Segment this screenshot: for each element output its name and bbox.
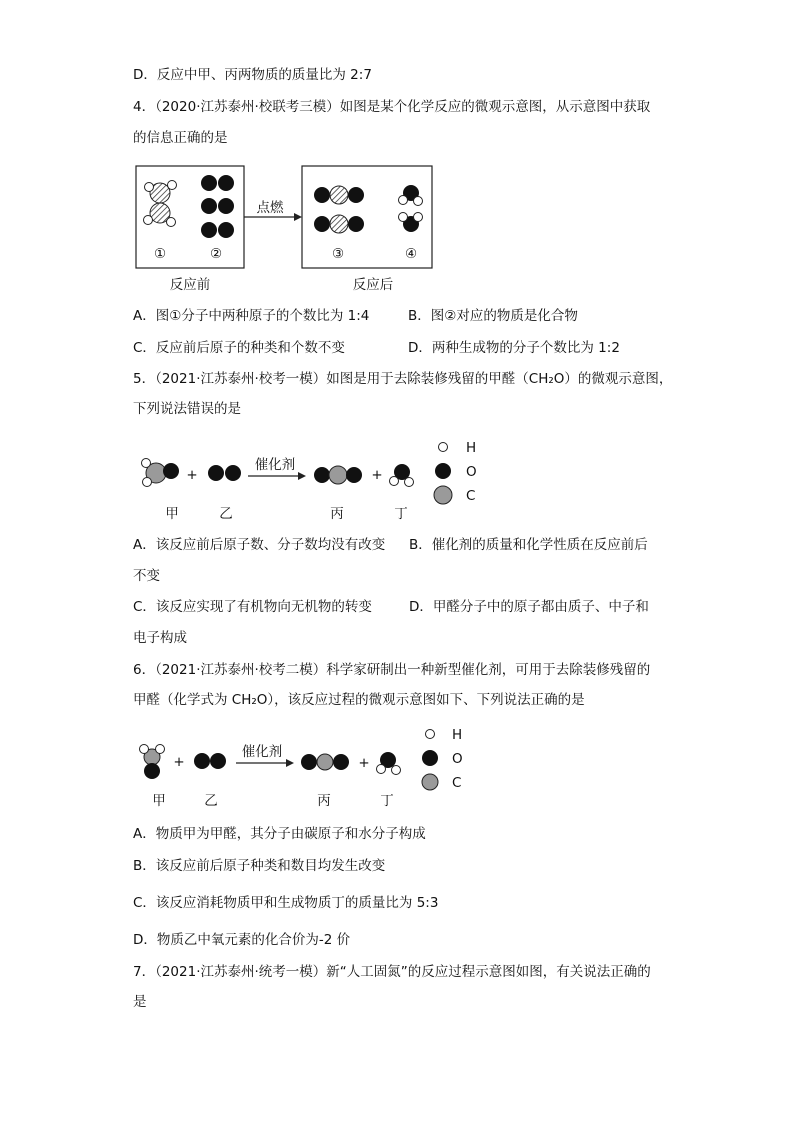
q4-option-c: C．反应前后原子的种类和个数不变 xyxy=(133,340,345,356)
molecule-h2o xyxy=(399,185,423,232)
reaction-condition: 点燃 xyxy=(256,200,284,216)
q5-stem-line1: 5．（2021·江苏泰州·校考一模）如图是用于去除装修残留的甲醛（CH₂O）的微观示意图， xyxy=(133,371,673,387)
label-m2: ② xyxy=(209,246,223,262)
label-m4: ④ xyxy=(404,246,418,262)
q6-molecule-bing xyxy=(301,754,349,770)
q4-stem-line2: 的信息正确的是 xyxy=(133,130,228,146)
svg-text:+: + xyxy=(371,467,383,483)
q5-option-b-cont: 不变 xyxy=(133,568,160,584)
svg-text:乙: 乙 xyxy=(204,793,218,809)
q5-molecule-yi xyxy=(208,465,241,481)
q5-option-d: D．甲醛分子中的原子都由质子、中子和 xyxy=(409,599,649,615)
svg-text:甲: 甲 xyxy=(152,793,166,809)
q4-option-b: B．图②对应的物质是化合物 xyxy=(408,308,578,324)
q6-molecule-jia xyxy=(140,745,165,780)
svg-text:+: + xyxy=(173,754,185,770)
q6-reaction-condition: 催化剂 xyxy=(241,744,283,760)
svg-text:甲: 甲 xyxy=(165,506,179,522)
svg-text:+: + xyxy=(186,467,198,483)
q6-option-a: A．物质甲为甲醛，其分子由碳原子和水分子构成 xyxy=(133,826,426,842)
svg-text:H: H xyxy=(466,440,477,456)
q5-option-b: B．催化剂的质量和化学性质在反应前后 xyxy=(409,537,648,553)
q7-stem-line2: 是 xyxy=(133,994,147,1010)
q5-molecule-jia xyxy=(142,459,180,487)
q5-legend xyxy=(434,440,477,504)
q6-molecule-ding xyxy=(377,752,401,775)
molecule-o2 xyxy=(201,175,234,238)
q6-option-c: C．该反应消耗物质甲和生成物质丁的质量比为 5:3 xyxy=(133,895,439,911)
q5-option-a: A．该反应前后原子数、分子数均没有改变 xyxy=(133,537,386,553)
q4-option-a: A．图①分子中两种原子的个数比为 1:4 xyxy=(133,308,370,324)
svg-text:O: O xyxy=(466,464,477,480)
label-after: 反应后 xyxy=(352,277,394,293)
svg-text:丙: 丙 xyxy=(317,793,331,809)
q6-option-b: B．该反应前后原子种类和数目均发生改变 xyxy=(133,858,386,874)
q6-option-d: D．物质乙中氧元素的化合价为-2 价 xyxy=(133,932,351,948)
after-box xyxy=(302,166,432,268)
q5-option-c: C．该反应实现了有机物向无机物的转变 xyxy=(133,599,372,615)
svg-text:+: + xyxy=(358,755,370,771)
q4-stem-line1: 4．（2020·江苏泰州·校联考三模）如图是某个化学反应的微观示意图，从示意图中获取 xyxy=(133,99,651,115)
svg-text:丁: 丁 xyxy=(380,793,394,809)
before-box xyxy=(136,166,244,268)
svg-text:乙: 乙 xyxy=(219,506,233,522)
svg-text:C: C xyxy=(466,488,476,504)
q4-option-d: D．两种生成物的分子个数比为 1:2 xyxy=(408,340,620,356)
q5-stem-line2: 下列说法错误的是 xyxy=(133,401,241,417)
q5-option-d-cont: 电子构成 xyxy=(133,630,187,646)
label-before: 反应前 xyxy=(169,277,211,293)
molecule-co2 xyxy=(314,186,364,233)
q5-reaction-condition: 催化剂 xyxy=(254,457,296,473)
q5-molecule-bing xyxy=(314,466,362,484)
label-m1: ① xyxy=(153,246,167,262)
svg-text:H: H xyxy=(452,727,463,743)
q5-molecule-ding xyxy=(390,464,414,487)
svg-text:C: C xyxy=(452,775,462,791)
svg-text:丁: 丁 xyxy=(394,506,408,522)
q6-stem-line2: 甲醛（化学式为 CH₂O），该反应过程的微观示意图如下、下列说法正确的是 xyxy=(133,692,585,708)
q3-option-d: D．反应中甲、丙两物质的质量比为 2:7 xyxy=(133,67,372,83)
svg-text:丙: 丙 xyxy=(330,506,344,522)
q6-legend xyxy=(422,727,463,791)
q6-molecule-yi xyxy=(194,753,226,769)
label-m3: ③ xyxy=(331,246,345,262)
q6-stem-line1: 6．（2021·江苏泰州·校考二模）科学家研制出一种新型催化剂，可用于去除装修残留的 xyxy=(133,662,651,678)
svg-text:O: O xyxy=(452,751,463,767)
q7-stem-line1: 7．（2021·江苏泰州·统考一模）新“人工固氮”的反应过程示意图如图，有关说法正确的 xyxy=(133,964,651,980)
molecule-ch4 xyxy=(144,181,177,227)
